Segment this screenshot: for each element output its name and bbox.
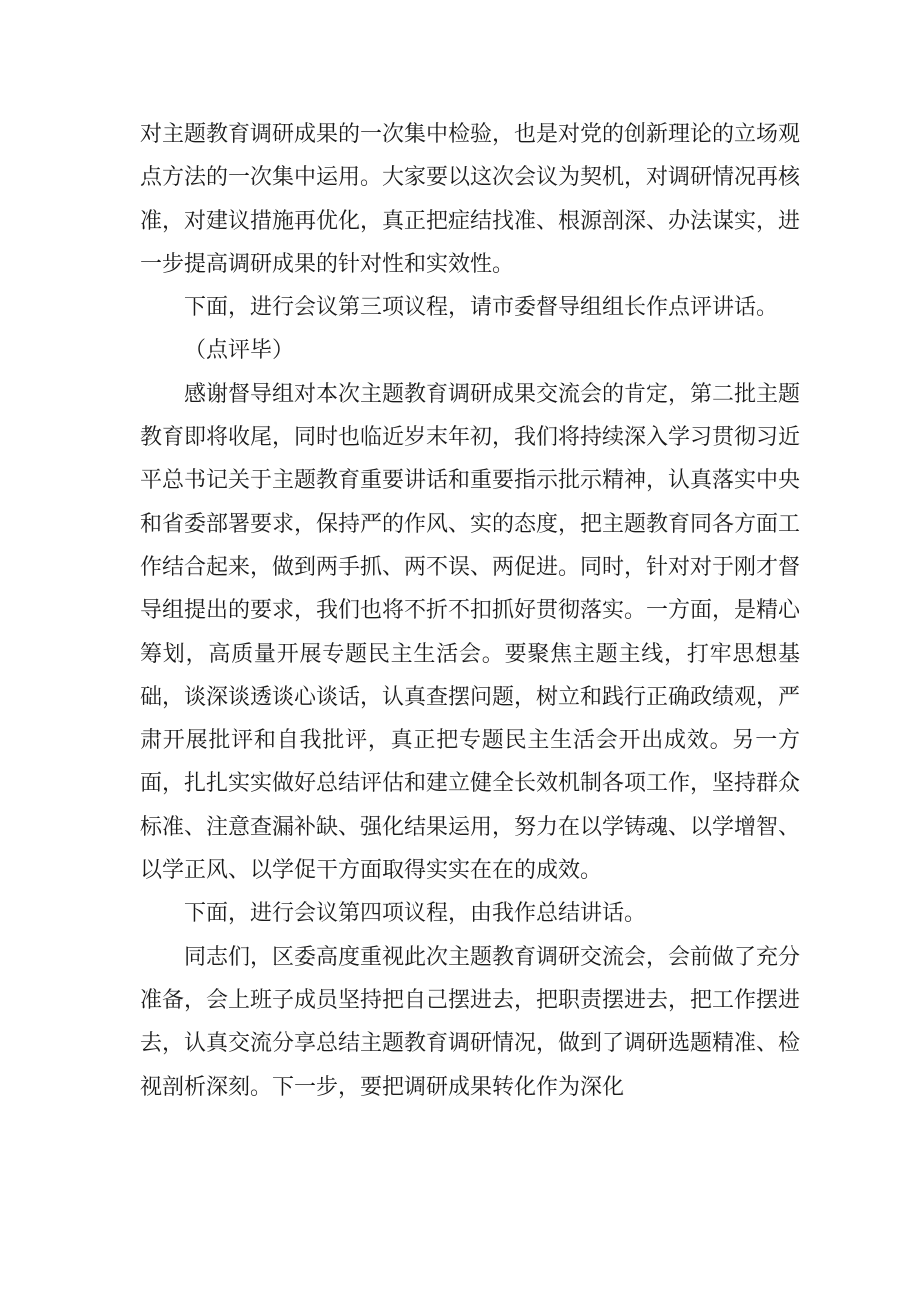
paragraph-agenda-item-four: 下面，进行会议第四项议程，由我作总结讲话。 [184, 901, 647, 927]
document-body [140, 113, 800, 1109]
paragraph-continuation: 对主题教育调研成果的一次集中检验，也是对党的创新理论的立场观点方法的一次集中运用。大家要以这次会议为契机，对调研情况再核准，对建议措施再优化，真正把症结找准、根源剖深、办法谋实，进一步提高调研成果的针对性和实效性。 [140, 122, 801, 277]
paragraph-summary-speech: 同志们，区委高度重视此次主题教育调研交流会，会前做了充分准备，会上班子成员坚持把自己摆进去，把职责摆进去，把工作摆进去，认真交流分享总结主题教育调研情况，做到了调研选题精准、检视剖析深刻。下一步，要把调研成果转化作为深化 [140, 944, 801, 1100]
paragraph-agenda-item-three: 下面，进行会议第三项议程，请市委督导组组长作点评讲话。 [184, 295, 779, 321]
paragraph-response-to-supervision: 感谢督导组对本次主题教育调研成果交流会的肯定，第二批主题教育即将收尾，同时也临近岁末年初，我们将持续深入学习贯彻习近平总书记关于主题教育重要讲话和重要指示批示精神，认真落实中央和省委部署要求，保持严的作风、实的态度，把主题教育同各方面工作结合起来，做到两手抓、两不误、两促进。同时，针对对于刚才督导组提出的要求，我们也将不折不扣抓好贯彻落实。一方面，是精心筹划，高质量开展专题民主生活会。要聚焦主题主线，打牢思想基础，谈深谈透谈心谈话，认真查摆问题，树立和践行正确政绩观，严肃开展批评和自我批评，真正把专题民主生活会开出成效。另一方面，扎扎实实做好总结评估和建立健全长效机制各项工作，坚持群众标准、注意查漏补缺、强化结果运用，努力在以学铸魂、以学增智、以学正风、以学促干方面取得实实在在的成效。 [140, 381, 801, 884]
paragraph-stage-note: （点评毕） [184, 338, 295, 364]
